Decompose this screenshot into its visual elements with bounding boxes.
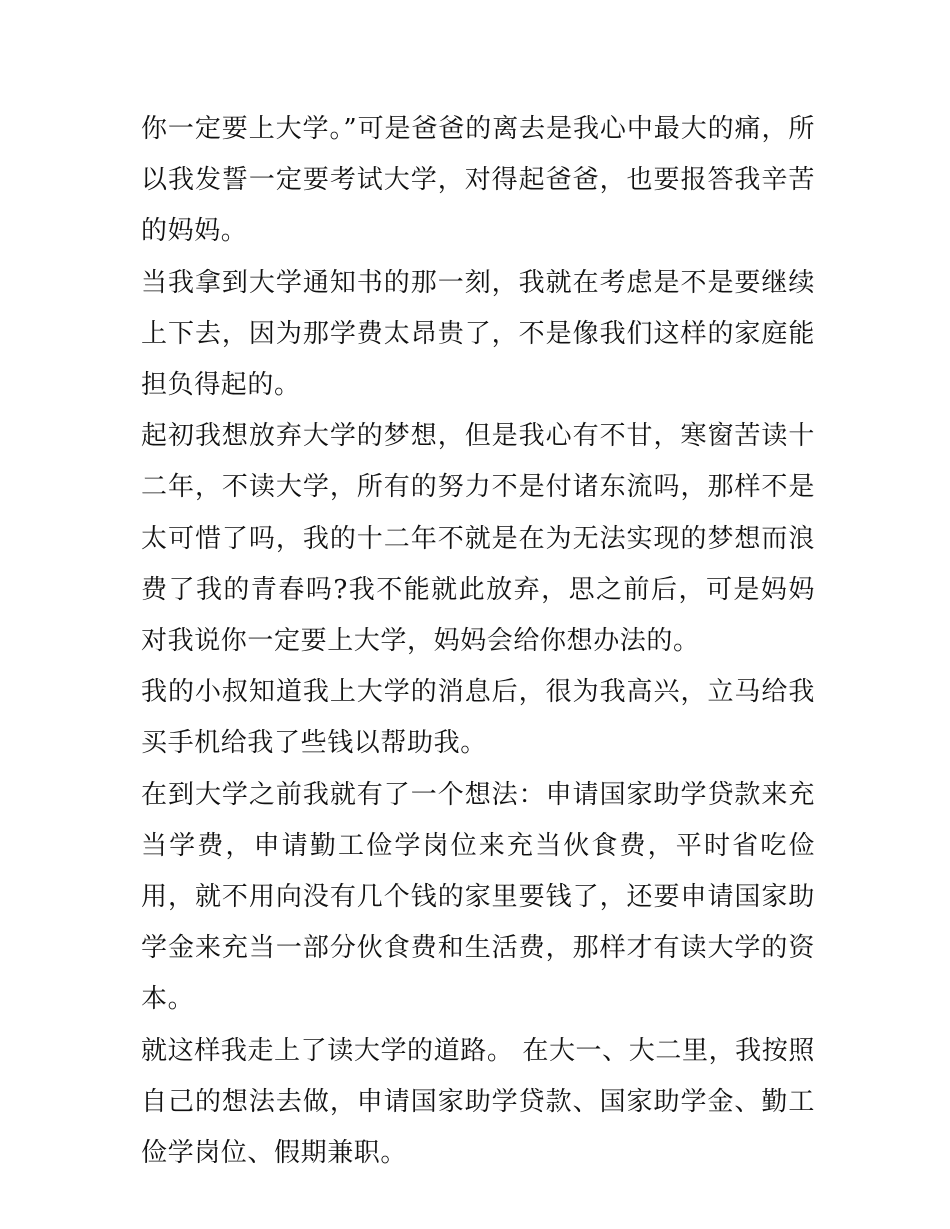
paragraph-1: 你一定要上大学。”可是爸爸的离去是我心中最大的痛，所以我发誓一定要考试大学，对得起爸爸，也要报答我辛苦的妈妈。 bbox=[141, 114, 815, 247]
paragraph-5: 在到大学之前我就有了一个想法：申请国家助学贷款来充当学费，申请勤工俭学岗位来充当伙食费，平时省吃俭用，就不用向没有几个钱的家里要钱了，还要申请国家助学金来充当一部分伙食费和生活费，那样才有读大学的资本。 bbox=[141, 779, 815, 1015]
document-body bbox=[141, 104, 815, 1179]
paragraph-4: 我的小叔知道我上大学的消息后，很为我高兴，立马给我买手机给我了些钱以帮助我。 bbox=[141, 677, 815, 759]
paragraph-6: 就这样我走上了读大学的道路。 在大一、大二里，我按照自己的想法去做，申请国家助学贷款、国家助学金、勤工俭学岗位、假期兼职。 bbox=[141, 1035, 815, 1169]
paragraph-3: 起初我想放弃大学的梦想，但是我心有不甘，寒窗苦读十二年，不读大学，所有的努力不是付诸东流吗，那样不是太可惜了吗，我的十二年不就是在为无法实现的梦想而浪费了我的青春吗?我不能就此放弃，思之前后，可是妈妈对我说你一定要上大学，妈妈会给你想办法的。 bbox=[141, 421, 815, 657]
paragraph-2: 当我拿到大学通知书的那一刻，我就在考虑是不是要继续上下去，因为那学费太昂贵了，不是像我们这样的家庭能担负得起的。 bbox=[141, 267, 815, 401]
